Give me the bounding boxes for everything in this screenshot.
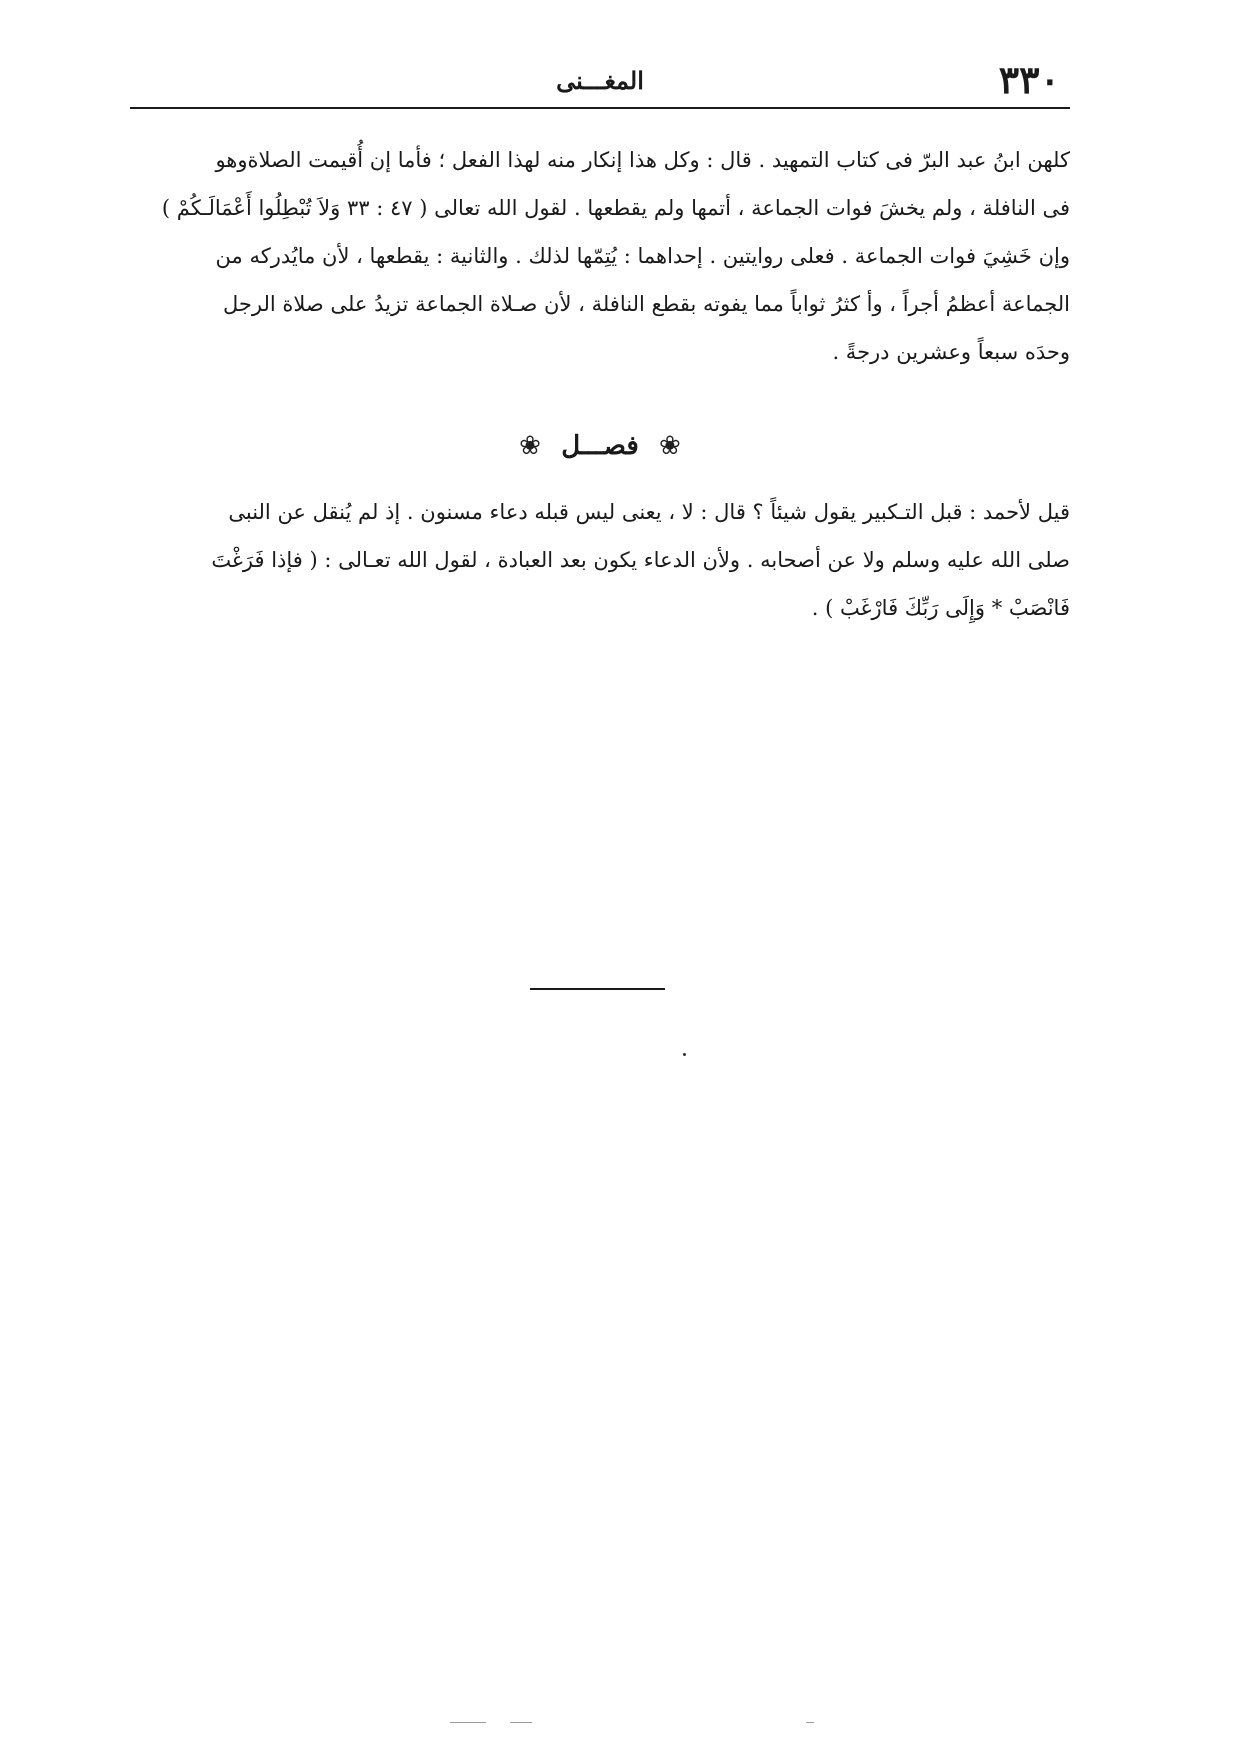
page-number: ٣٣٠	[998, 57, 1060, 102]
section-heading	[130, 420, 1070, 470]
scan-mark	[450, 1722, 486, 1723]
text-line: كلهن ابنُ عبد البرّ فى كتاب التمهيد . قال : وكل هذا إنكار منه لهذا الفعل ؛ فأما إن أُقيمت الصلاةوهو	[215, 148, 1070, 172]
scan-speck	[683, 1053, 686, 1056]
text-line: فى النافلة ، ولم يخشَ فوات الجماعة ، أتمها ولم يقطعها . لقول الله تعالى ( ٤٧ : ٣٣ وَلاَ تُبْطِلُوا أَعْمَالَـكُمْ )	[161, 196, 1070, 220]
floral-ornament-icon: ❀	[659, 431, 681, 461]
text-line: فَانْصَبْ * وَإِلَى رَبِّكَ فَارْغَبْ ) .	[811, 596, 1070, 620]
text-line: وحدَه سبعاً وعشرين درجةً .	[832, 340, 1070, 364]
scan-mark	[510, 1722, 532, 1723]
page-header	[130, 56, 1070, 106]
text-line: صلى الله عليه وسلم ولا عن أصحابه . ولأن الدعاء يكون بعد العبادة ، لقول الله تعـالى : ( فإذا فَرَغْتَ	[211, 548, 1070, 572]
running-title: المغـــنى	[556, 66, 644, 95]
floral-ornament-icon: ❀	[519, 431, 541, 461]
text-line: قيل لأحمد : قبل التـكبير يقول شيئاً ؟ قال : لا ، يعنى ليس قبله دعاء مسنون . إذ لم يُنقل عن النبى	[228, 500, 1070, 524]
text-line: الجماعة أعظمُ أجراً ، وأ كثرُ ثواباً مما يفوته بقطع النافلة ، لأن صـلاة الجماعة تزيدُ على صلاة الرجل	[223, 292, 1070, 316]
scan-mark	[806, 1722, 814, 1723]
text-line: وإن خَشِيَ فوات الجماعة . فعلى روايتين . إحداهما : يُتِمّها لذلك . والثانية : يقطعها ، لأن مايُدركه من	[215, 244, 1070, 268]
paragraph-1	[130, 136, 1070, 376]
header-rule	[130, 107, 1070, 109]
paragraph-2	[130, 488, 1070, 632]
end-rule	[530, 988, 665, 990]
section-title: فصـــل	[561, 431, 639, 461]
